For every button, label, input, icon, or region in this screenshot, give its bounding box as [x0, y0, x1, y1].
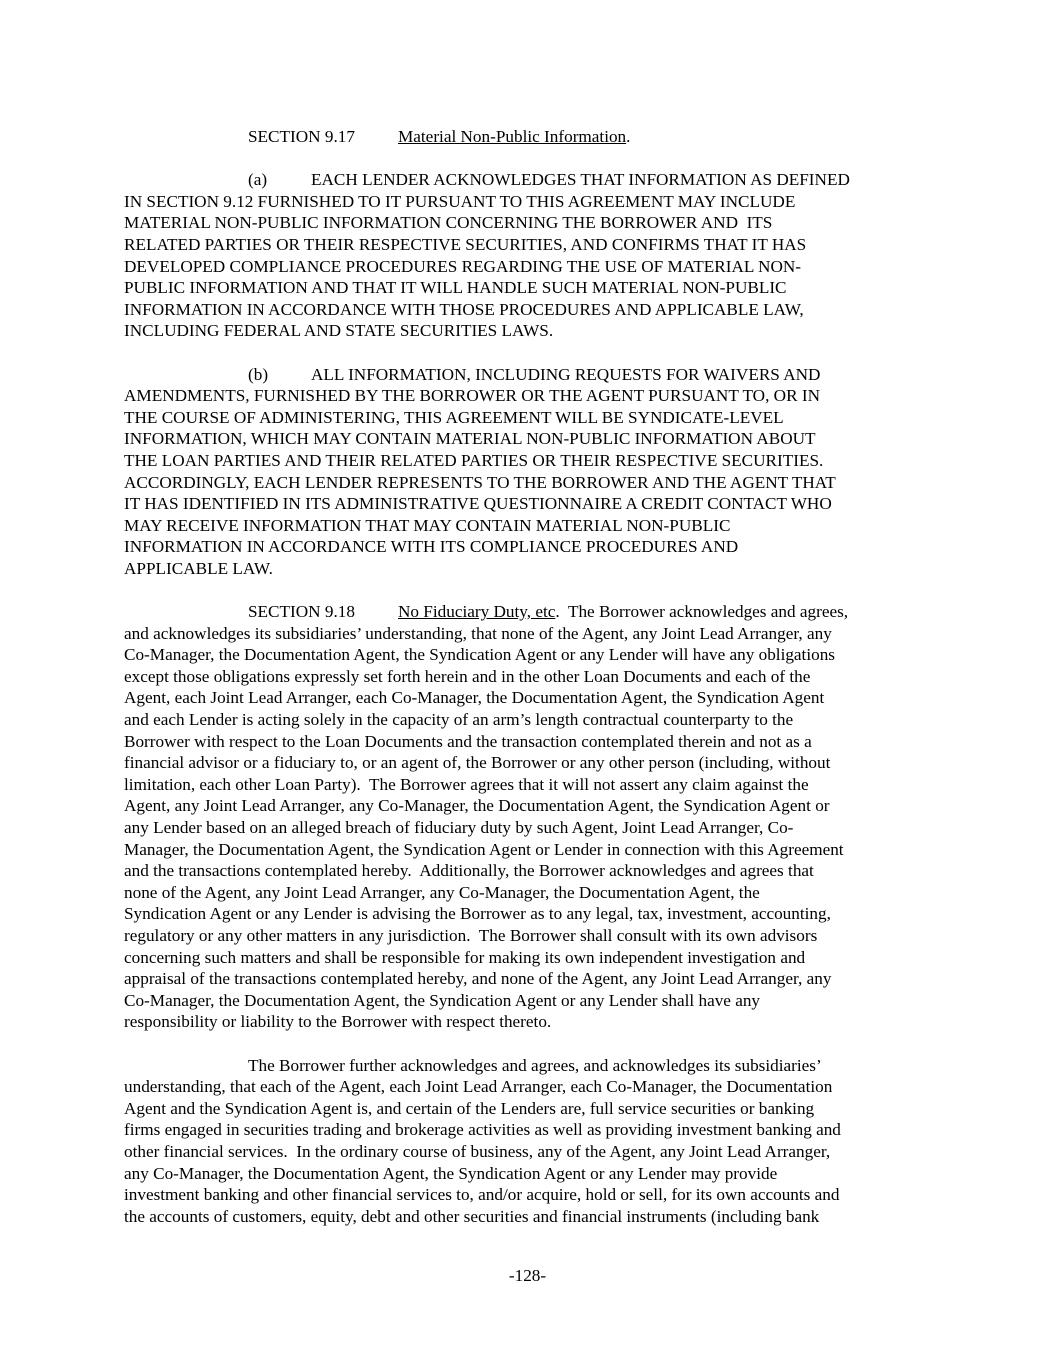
section-number: SECTION 9.17	[248, 127, 355, 146]
para-further-line: Agent and the Syndication Agent is, and certain of the Lenders are, full service securities or banking	[124, 1098, 815, 1118]
section-9-18-line: Agent, any Joint Lead Arranger, any Co-Manager, the Documentation Agent, the Syndication Agent or	[124, 796, 830, 816]
section-9-18-line: and the transactions contemplated hereby. Additionally, the Borrower acknowledges and agrees that	[124, 861, 814, 881]
section-9-18-heading	[124, 601, 924, 623]
section-9-18-line: appraisal of the transactions contemplated hereby, and none of the Agent, any Joint Lead Arranger, any	[124, 969, 832, 989]
para-b-line: ACCORDINGLY, EACH LENDER REPRESENTS TO THE BORROWER AND THE AGENT THAT	[124, 472, 836, 492]
page-number: -128-	[508, 1266, 547, 1285]
para-further-line: other financial services. In the ordinary course of business, any of the Agent, any Joint Lead Arranger,	[124, 1141, 831, 1161]
para-a-first-line	[124, 169, 924, 191]
para-a-line: MATERIAL NON-PUBLIC INFORMATION CONCERNING THE BORROWER AND ITS	[124, 213, 773, 233]
section-9-18-line: none of the Agent, any Joint Lead Arranger, any Co-Manager, the Documentation Agent, the	[124, 882, 760, 902]
para-further-first-line: The Borrower further acknowledges and agrees, and acknowledges its subsidiaries’	[248, 1055, 822, 1075]
para-b-first-line	[124, 364, 924, 386]
para-a-line: IN SECTION 9.12 FURNISHED TO IT PURSUANT TO THIS AGREEMENT MAY INCLUDE	[124, 191, 796, 211]
section-9-18-line: regulatory or any other matters in any jurisdiction. The Borrower shall consult with its own advisors	[124, 925, 818, 945]
para-b-line: MAY RECEIVE INFORMATION THAT MAY CONTAIN MATERIAL NON-PUBLIC	[124, 515, 731, 535]
para-further-line: firms engaged in securities trading and brokerage activities as well as providing investment banking and	[124, 1120, 841, 1140]
spacer	[124, 1033, 924, 1055]
para-a-line: RELATED PARTIES OR THEIR RESPECTIVE SECURITIES, AND CONFIRMS THAT IT HAS	[124, 234, 807, 254]
section-9-18-line: except those obligations expressly set forth herein and in the other Loan Documents and each of the	[124, 666, 811, 686]
para-b-line: AMENDMENTS, FURNISHED BY THE BORROWER OR THE AGENT PURSUANT TO, OR IN	[124, 386, 820, 406]
para-b-line: INFORMATION IN ACCORDANCE WITH ITS COMPLIANCE PROCEDURES AND	[124, 537, 739, 557]
para-b-line: IT HAS IDENTIFIED IN ITS ADMINISTRATIVE QUESTIONNAIRE A CREDIT CONTACT WHO	[124, 494, 832, 514]
para-a-line: PUBLIC INFORMATION AND THAT IT WILL HANDLE SUCH MATERIAL NON-PUBLIC	[124, 278, 787, 298]
para-a-line: INFORMATION IN ACCORDANCE WITH THOSE PROCEDURES AND APPLICABLE LAW,	[124, 299, 804, 319]
para-b-line: INFORMATION, WHICH MAY CONTAIN MATERIAL NON-PUBLIC INFORMATION ABOUT	[124, 429, 816, 449]
para-b-line: THE COURSE OF ADMINISTERING, THIS AGREEMENT WILL BE SYNDICATE-LEVEL	[124, 407, 784, 427]
section-9-18-line: any Lender based on an alleged breach of fiduciary duty by such Agent, Joint Lead Arranger, Co-	[124, 818, 794, 837]
spacer	[124, 342, 924, 364]
section-9-18-line: concerning such matters and shall be responsible for making its own independent investigation and	[124, 947, 806, 967]
section-9-18-line: Co-Manager, the Documentation Agent, the Syndication Agent or any Lender shall have any	[124, 990, 761, 1010]
section-title-suffix: .	[626, 127, 631, 146]
spacer	[124, 148, 924, 170]
section-9-18-line: limitation, each other Loan Party). The Borrower agrees that it will not assert any claim against the	[124, 774, 809, 794]
document-page	[124, 126, 924, 1227]
section-9-17-heading	[124, 126, 924, 148]
para-a-line: INCLUDING FEDERAL AND STATE SECURITIES LAWS.	[124, 321, 554, 341]
section-9-18-line: Borrower with respect to the Loan Documents and the transaction contemplated therein and not as a	[124, 731, 812, 751]
para-b-label: (b)	[248, 364, 269, 384]
section-title: Material Non-Public Information	[398, 127, 627, 146]
section-9-18-first-line-text: . The Borrower acknowledges and agrees,	[555, 602, 849, 622]
para-further-line: understanding, that each of the Agent, each Joint Lead Arranger, each Co-Manager, the Documentation	[124, 1077, 833, 1097]
para-further-line: the accounts of customers, equity, debt and other securities and financial instruments (including bank	[124, 1206, 820, 1226]
spacer	[124, 579, 924, 601]
para-a-line: EACH LENDER ACKNOWLEDGES THAT INFORMATION AS DEFINED	[311, 170, 850, 190]
para-a-label: (a)	[248, 170, 268, 190]
section-9-18-line: and acknowledges its subsidiaries’ understanding, that none of the Agent, any Joint Lead Arranger, any	[124, 623, 832, 643]
section-9-18-line: Manager, the Documentation Agent, the Syndication Agent or Lender in connection with this Agreement	[124, 839, 844, 859]
section-9-18-line: and each Lender is acting solely in the capacity of an arm’s length contractual counterparty to the	[124, 710, 794, 730]
section-9-18-line: Agent, each Joint Lead Arranger, each Co-Manager, the Documentation Agent, the Syndication Agent	[124, 688, 825, 708]
para-b-line: THE LOAN PARTIES AND THEIR RELATED PARTIES OR THEIR RESPECTIVE SECURITIES.	[124, 450, 824, 470]
section-9-18-line: responsibility or liability to the Borrower with respect thereto.	[124, 1012, 552, 1032]
section-9-18-line: financial advisor or a fiduciary to, or an agent of, the Borrower or any other person (including, without	[124, 753, 831, 773]
para-further-line: investment banking and other financial services to, and/or acquire, hold or sell, for its own accounts and	[124, 1185, 840, 1205]
para-b-line: ALL INFORMATION, INCLUDING REQUESTS FOR WAIVERS AND	[311, 364, 821, 384]
section-9-18-line: Syndication Agent or any Lender is advising the Borrower as to any legal, tax, investment, accounting,	[124, 904, 831, 924]
section-title: No Fiduciary Duty, etc	[398, 602, 556, 622]
para-a-line: DEVELOPED COMPLIANCE PROCEDURES REGARDING THE USE OF MATERIAL NON-	[124, 256, 802, 276]
section-number: SECTION 9.18	[248, 602, 355, 622]
section-9-18-line: Co-Manager, the Documentation Agent, the Syndication Agent or any Lender will have any obligations	[124, 645, 835, 665]
para-further-line: any Co-Manager, the Documentation Agent, the Syndication Agent or any Lender may provide	[124, 1163, 778, 1183]
para-b-line: APPLICABLE LAW.	[124, 558, 273, 578]
